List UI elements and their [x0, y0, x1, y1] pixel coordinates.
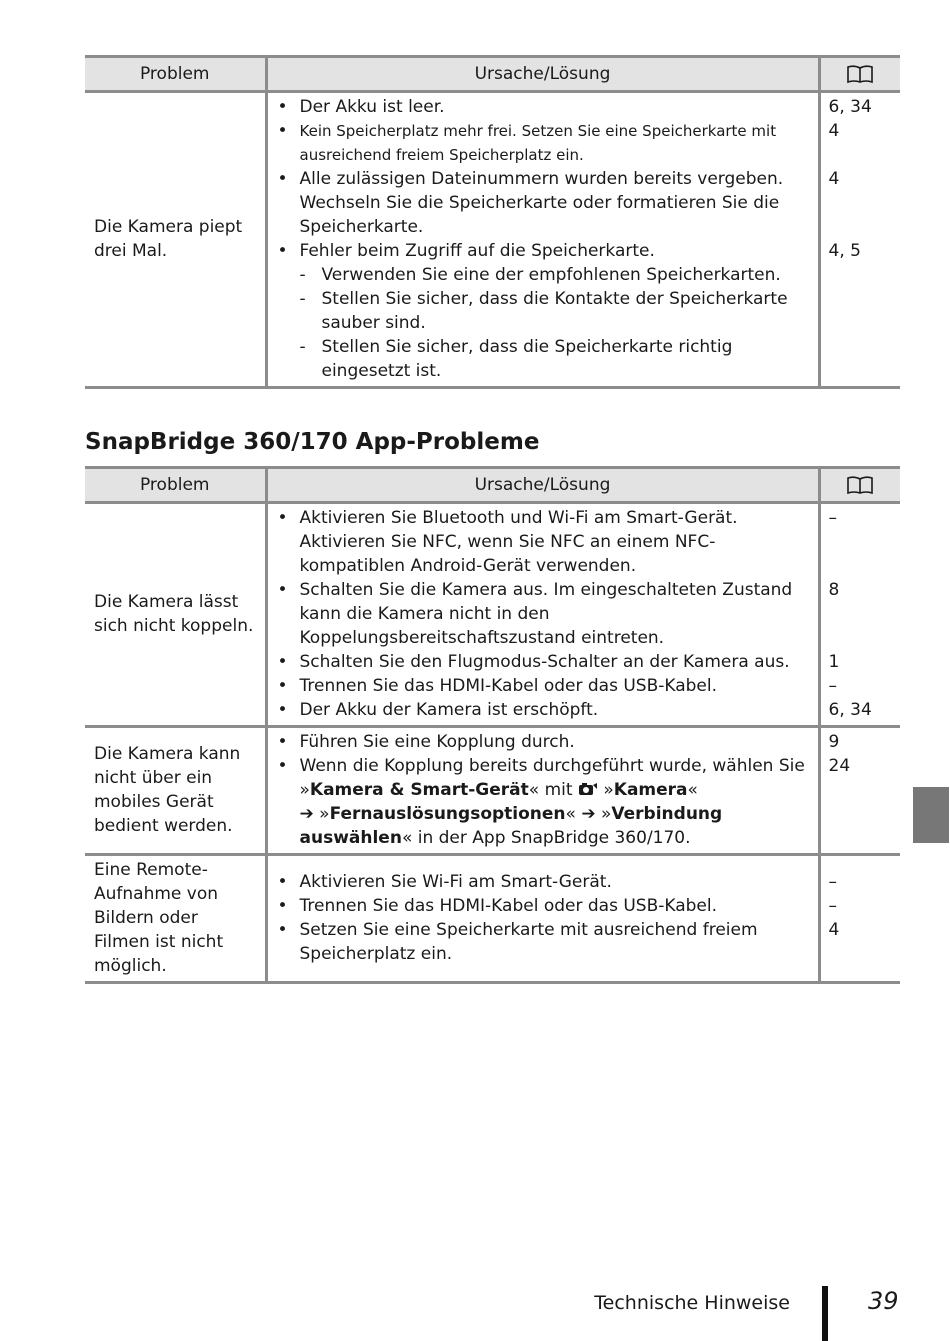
page-reference: 6, 34	[828, 700, 872, 720]
header-reference	[819, 468, 900, 503]
camera-icon	[578, 781, 598, 797]
list-item: • Alle zulässigen Dateinummern wurden bereits vergeben. Wechseln Sie die Speicherkarte oder formatieren Sie die Speicherkarte.	[276, 167, 812, 239]
reference-cell	[819, 92, 900, 388]
list-item: • Kein Speicherplatz mehr frei. Setzen Sie eine Speicherkarte mit ausreichend freiem Speicherplatz ein.	[276, 119, 812, 167]
table-row	[85, 855, 900, 983]
cause-cell	[266, 503, 819, 727]
list-item: • Schalten Sie die Kamera aus. Im eingeschalteten Zustand kann die Kamera nicht in den Koppelungsbereitschaftszustand eintreten.	[276, 578, 812, 650]
sub-list-item: - Verwenden Sie eine der empfohlenen Speicherkarten.	[300, 263, 812, 287]
troubleshooting-table-app	[85, 466, 900, 984]
page-reference: 8	[828, 580, 840, 600]
table-row	[85, 727, 900, 855]
table-header-row	[85, 57, 900, 92]
chapter-tab	[913, 787, 949, 843]
sub-list-item: - Stellen Sie sicher, dass die Speicherkarte richtig eingesetzt ist.	[300, 335, 812, 383]
table-header-row	[85, 468, 900, 503]
list-item: • Der Akku ist leer.	[276, 95, 812, 119]
footer-divider	[822, 1286, 828, 1341]
list-item: • Führen Sie eine Kopplung durch.	[276, 730, 812, 754]
header-reference	[819, 57, 900, 92]
page-reference: 9	[828, 732, 840, 752]
menu-name: Kamera & Smart-Gerät	[309, 780, 529, 800]
page-reference: 4	[828, 920, 840, 940]
list-item: • Wenn die Kopplung bereits durchgeführt wurde, wählen Sie »Kamera & Smart-Gerät« mit »Kamera« ➔ »Fernauslösungsoptionen« ➔ »Verbindung auswählen« in der App SnapBridge 360/170.	[276, 754, 812, 850]
footer-section-label: Technische Hinweise	[594, 1292, 790, 1314]
header-problem: Problem	[85, 468, 266, 503]
list-item: • Aktivieren Sie Bluetooth und Wi-Fi am Smart-Gerät. Aktivieren Sie NFC, wenn Sie NFC an einem NFC-kompatiblen Android-Gerät verwenden.	[276, 506, 812, 578]
page-number: 39	[868, 1287, 899, 1315]
list-item	[276, 239, 812, 383]
header-problem: Problem	[85, 57, 266, 92]
troubleshooting-table-memory	[85, 55, 900, 389]
page-reference: 24	[828, 756, 851, 776]
page-reference: 6, 34	[828, 97, 872, 117]
list-item: • Trennen Sie das HDMI-Kabel oder das USB-Kabel.	[276, 674, 812, 698]
list-item: • Schalten Sie den Flugmodus-Schalter an der Kamera aus.	[276, 650, 812, 674]
reference-cell	[819, 503, 900, 727]
cause-cell	[266, 727, 819, 855]
list-item: • Setzen Sie eine Speicherkarte mit ausreichend freiem Speicherplatz ein.	[276, 918, 812, 966]
arrow-icon: ➔	[581, 804, 596, 824]
problem-cell: Die Kamera piept drei Mal.	[85, 92, 266, 388]
header-cause: Ursache/Lösung	[266, 468, 819, 503]
page-reference: 4	[828, 169, 840, 189]
book-icon	[845, 475, 875, 495]
list-item-text: Fehler beim Zugriff auf die Speicherkarte.	[299, 241, 655, 261]
cause-cell	[266, 855, 819, 983]
section-title: SnapBridge 360/170 App-Probleme	[85, 429, 540, 455]
book-icon	[845, 64, 875, 84]
sub-list-item: - Stellen Sie sicher, dass die Kontakte der Speicherkarte sauber sind.	[300, 287, 812, 335]
list-item: • Aktivieren Sie Wi-Fi am Smart-Gerät.	[276, 870, 812, 894]
page-reference: –	[828, 508, 837, 528]
problem-cell: Die Kamera kann nicht über ein mobiles Gerät bedient werden.	[85, 727, 266, 855]
problem-cell: Die Kamera lässt sich nicht koppeln.	[85, 503, 266, 727]
page-reference: –	[828, 676, 837, 696]
reference-cell	[819, 727, 900, 855]
menu-name: Verbindung auswählen	[299, 804, 723, 848]
list-item: • Trennen Sie das HDMI-Kabel oder das USB-Kabel.	[276, 894, 812, 918]
cause-cell	[266, 92, 819, 388]
reference-cell	[819, 855, 900, 983]
page-reference: –	[828, 896, 837, 916]
page-reference: 4, 5	[828, 241, 861, 261]
list-item: • Der Akku der Kamera ist erschöpft.	[276, 698, 812, 722]
menu-name: Kamera	[613, 780, 688, 800]
table-row	[85, 92, 900, 388]
header-cause: Ursache/Lösung	[266, 57, 819, 92]
menu-name: Fernauslösungsoptionen	[329, 804, 566, 824]
page-reference: –	[828, 872, 837, 892]
arrow-icon: ➔	[299, 804, 314, 824]
problem-cell: Eine Remote-Aufnahme von Bildern oder Filmen ist nicht möglich.	[85, 855, 266, 983]
page-reference: 4	[828, 121, 840, 141]
page-reference: 1	[828, 652, 840, 672]
table-row	[85, 503, 900, 727]
